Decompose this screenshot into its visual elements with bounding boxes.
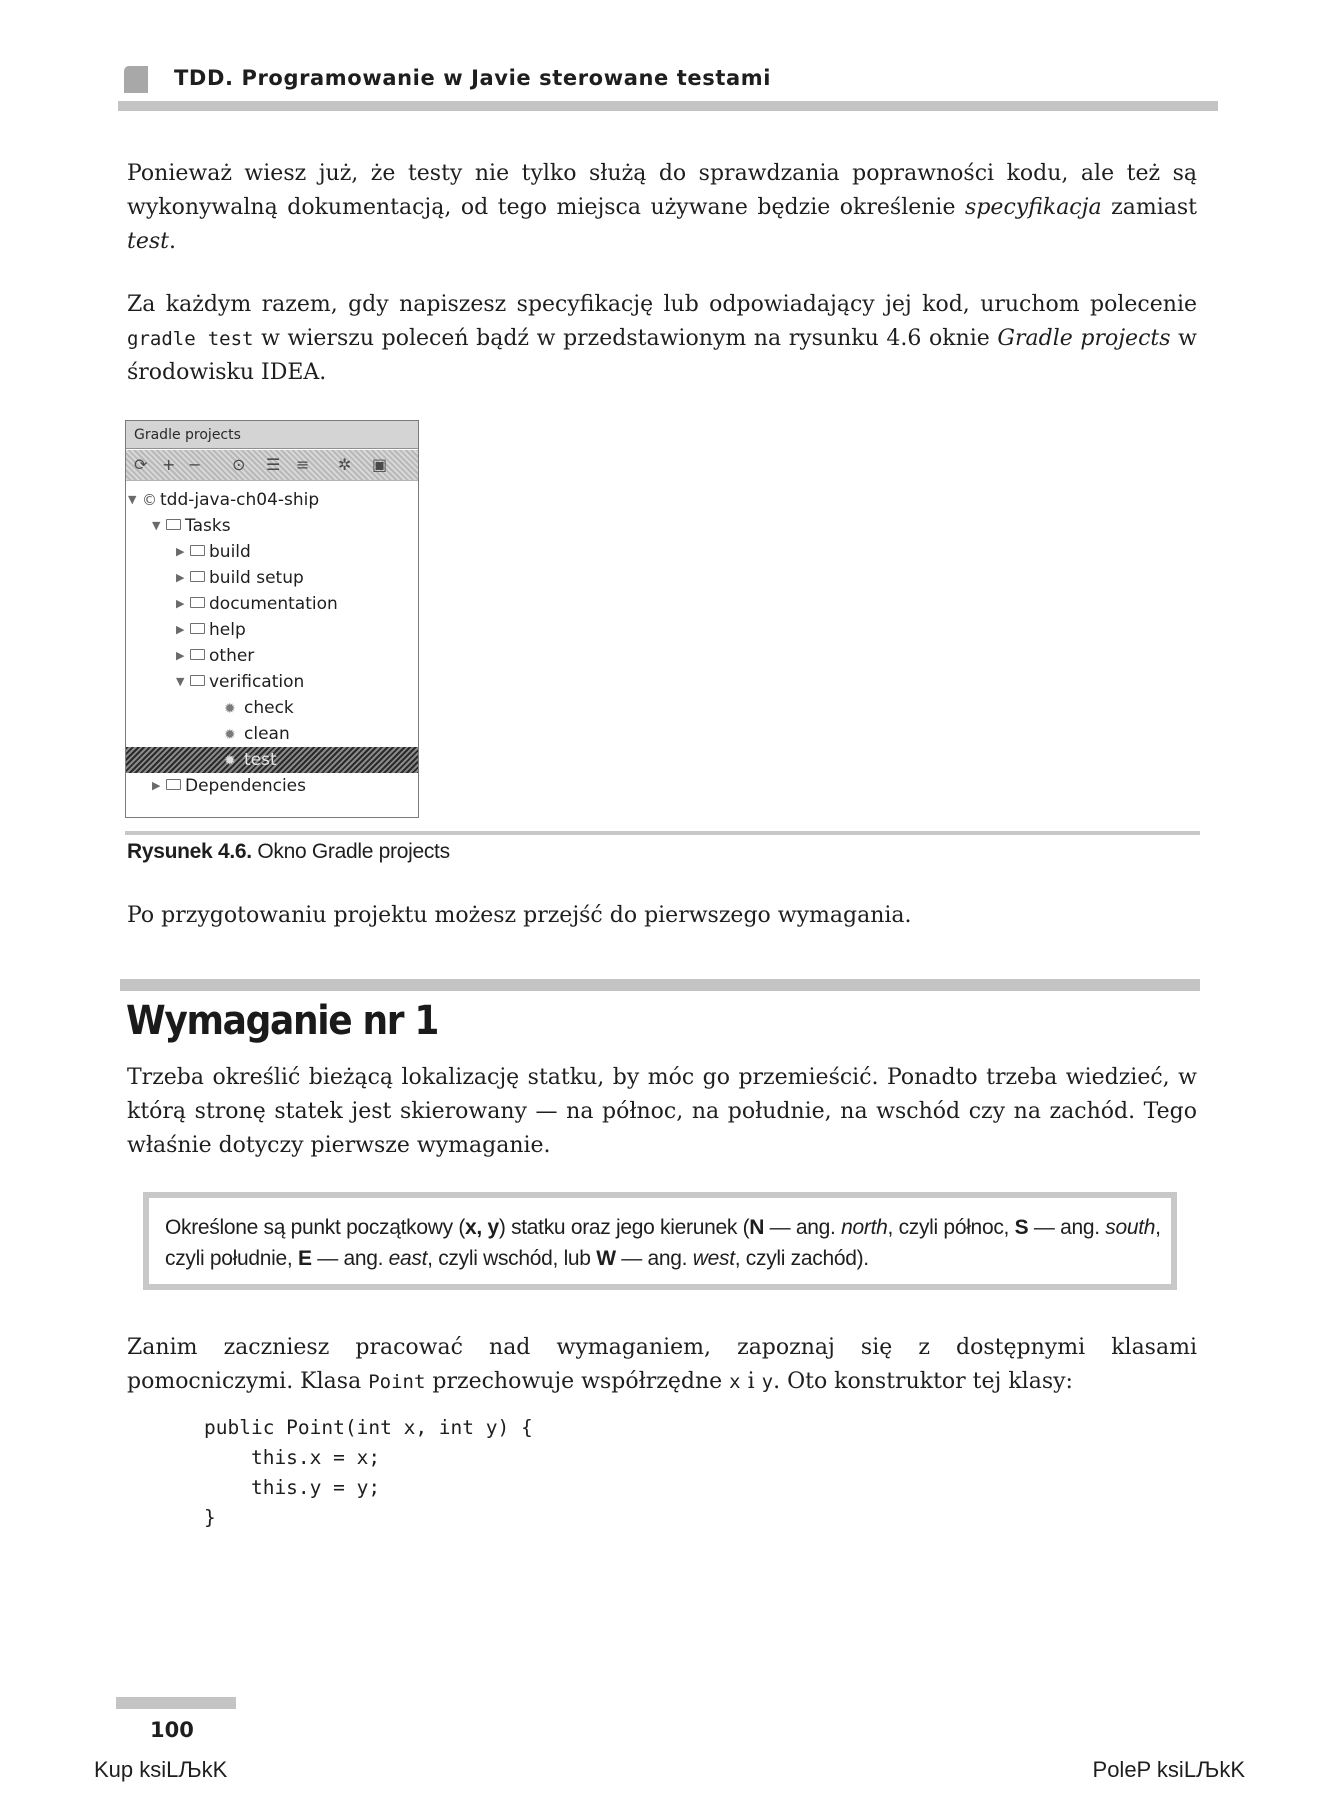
figure-rule bbox=[125, 831, 1200, 835]
collapsed-arrow-icon[interactable]: ▶ bbox=[176, 623, 185, 636]
inline-code-gradle-test: gradle test bbox=[127, 328, 254, 350]
tree-item-dependencies[interactable]: ▶ Dependencies bbox=[152, 773, 306, 799]
expand-all-icon[interactable]: ☰ bbox=[266, 455, 281, 474]
section-heading: Wymaganie nr 1 bbox=[126, 998, 439, 1044]
dependencies-folder-icon bbox=[166, 779, 181, 790]
tree-item-clean[interactable]: ✹ clean bbox=[224, 721, 290, 747]
task-folder-icon bbox=[190, 571, 205, 582]
tree-item-other[interactable]: ▶ other bbox=[176, 643, 254, 669]
collapsed-arrow-icon[interactable]: ▶ bbox=[176, 545, 185, 558]
requirement-box bbox=[143, 1192, 1177, 1290]
tree-item-verification[interactable]: ▼ verification bbox=[176, 669, 304, 695]
gradle-project-icon: © bbox=[142, 491, 157, 509]
paragraph-specification-intro: Ponieważ wiesz już, że testy nie tylko służą do sprawdzania poprawności kodu, ale też są wykonywalną dokumentacją, od tego miejsca używane będzie określenie specyfikacja zamiast test. bbox=[127, 161, 1197, 254]
toggle-offline-icon[interactable]: ▣ bbox=[372, 455, 388, 474]
code-listing-point-constructor: public Point(int x, int y) { this.x = x; this.y = y; } bbox=[204, 1416, 533, 1529]
paragraph-next-step: Po przygotowaniu projektu możesz przejść do pierwszego wymagania. bbox=[127, 903, 912, 928]
gradle-toolbar bbox=[126, 450, 418, 481]
tree-item-build[interactable]: ▶ build bbox=[176, 539, 251, 565]
tree-item-project[interactable]: ▼ © tdd-java-ch04-ship bbox=[128, 487, 319, 513]
refresh-icon[interactable]: ⟳ bbox=[134, 455, 148, 474]
running-header-title: TDD. Programowanie w Javie sterowane testami bbox=[174, 66, 772, 90]
tree-item-test-selected[interactable]: ✹ test bbox=[126, 747, 418, 773]
footer-buy-link[interactable]: Kup ksiLЉkK bbox=[94, 1757, 228, 1782]
task-folder-icon bbox=[190, 597, 205, 608]
paragraph-point-class: Zanim zaczniesz pracować nad wymaganiem, zapoznaj się z dostępnymi klasami pomocniczymi. Klasa Point przechowuje współrzędne x i y. Oto konstruktor tej klasy: bbox=[127, 1335, 1197, 1394]
gradle-window-title: Gradle projects bbox=[126, 421, 418, 449]
page-number: 100 bbox=[150, 1718, 194, 1742]
gear-icon: ✹ bbox=[224, 753, 236, 769]
emphasis-test: test bbox=[127, 229, 169, 254]
task-folder-icon bbox=[190, 675, 205, 686]
footer-rule bbox=[116, 1697, 236, 1709]
gear-icon: ✹ bbox=[224, 727, 236, 743]
tree-item-tasks[interactable]: ▼ Tasks bbox=[152, 513, 231, 539]
task-folder-icon bbox=[190, 545, 205, 556]
minus-icon[interactable]: − bbox=[188, 455, 202, 474]
collapsed-arrow-icon[interactable]: ▶ bbox=[176, 571, 185, 584]
section-rule bbox=[120, 979, 1200, 991]
gradle-projects-window bbox=[125, 420, 419, 818]
figure-caption: Rysunek 4.6. Okno Gradle projects bbox=[127, 840, 450, 863]
inline-code-y: y bbox=[761, 1371, 774, 1393]
tree-item-build-setup[interactable]: ▶ build setup bbox=[176, 565, 304, 591]
plus-icon[interactable]: + bbox=[162, 455, 176, 474]
task-folder-icon bbox=[190, 623, 205, 634]
expanded-arrow-icon[interactable]: ▼ bbox=[128, 493, 137, 506]
header-tab-decoration bbox=[124, 66, 148, 93]
expanded-arrow-icon[interactable]: ▼ bbox=[176, 675, 185, 688]
task-folder-icon bbox=[166, 519, 181, 530]
inline-code-x: x bbox=[729, 1371, 741, 1393]
footer-recommend-link[interactable]: PoleP ksiLЉkK bbox=[1092, 1757, 1245, 1782]
emphasis-specyfikacja: specyfikacja bbox=[965, 195, 1102, 220]
requirement-text: Określone są punkt początkowy (x, y) statku oraz jego kierunek (N — ang. north, czyli północ, S — ang. south, czyli południe, E — ang. east, czyli wschód, lub W — ang. west, czyli zachód). bbox=[165, 1216, 1161, 1270]
collapse-all-icon[interactable]: ≡ bbox=[296, 455, 310, 474]
paragraph-gradle-test: Za każdym razem, gdy napiszesz specyfikację lub odpowiadający jej kod, uruchom polecenie gradle test w wierszu poleceń bądź w przedstawionym na rysunku 4.6 oknie Gradle projects w środowisku IDEA. bbox=[127, 292, 1197, 385]
paragraph-requirement-intro: Trzeba określić bieżącą lokalizację statku, by móc go przemieścić. Ponadto trzeba wiedzieć, w którą stronę statek jest skierowany — na północ, na południe, na wschód czy na zachód. Tego właśnie dotyczy pierwsze wymaganie. bbox=[127, 1065, 1197, 1158]
collapsed-arrow-icon[interactable]: ▶ bbox=[152, 779, 161, 792]
task-folder-icon bbox=[190, 649, 205, 660]
execute-icon[interactable]: ⊙ bbox=[232, 455, 246, 474]
tree-item-check[interactable]: ✹ check bbox=[224, 695, 294, 721]
collapsed-arrow-icon[interactable]: ▶ bbox=[176, 597, 185, 610]
tree-item-documentation[interactable]: ▶ documentation bbox=[176, 591, 338, 617]
settings-icon[interactable]: ✲ bbox=[338, 455, 352, 474]
emphasis-gradle-projects: Gradle projects bbox=[997, 326, 1171, 351]
gear-icon: ✹ bbox=[224, 701, 236, 717]
collapsed-arrow-icon[interactable]: ▶ bbox=[176, 649, 185, 662]
inline-code-point: Point bbox=[368, 1371, 426, 1393]
header-rule bbox=[118, 101, 1218, 111]
expanded-arrow-icon[interactable]: ▼ bbox=[152, 519, 161, 532]
tree-item-help[interactable]: ▶ help bbox=[176, 617, 246, 643]
